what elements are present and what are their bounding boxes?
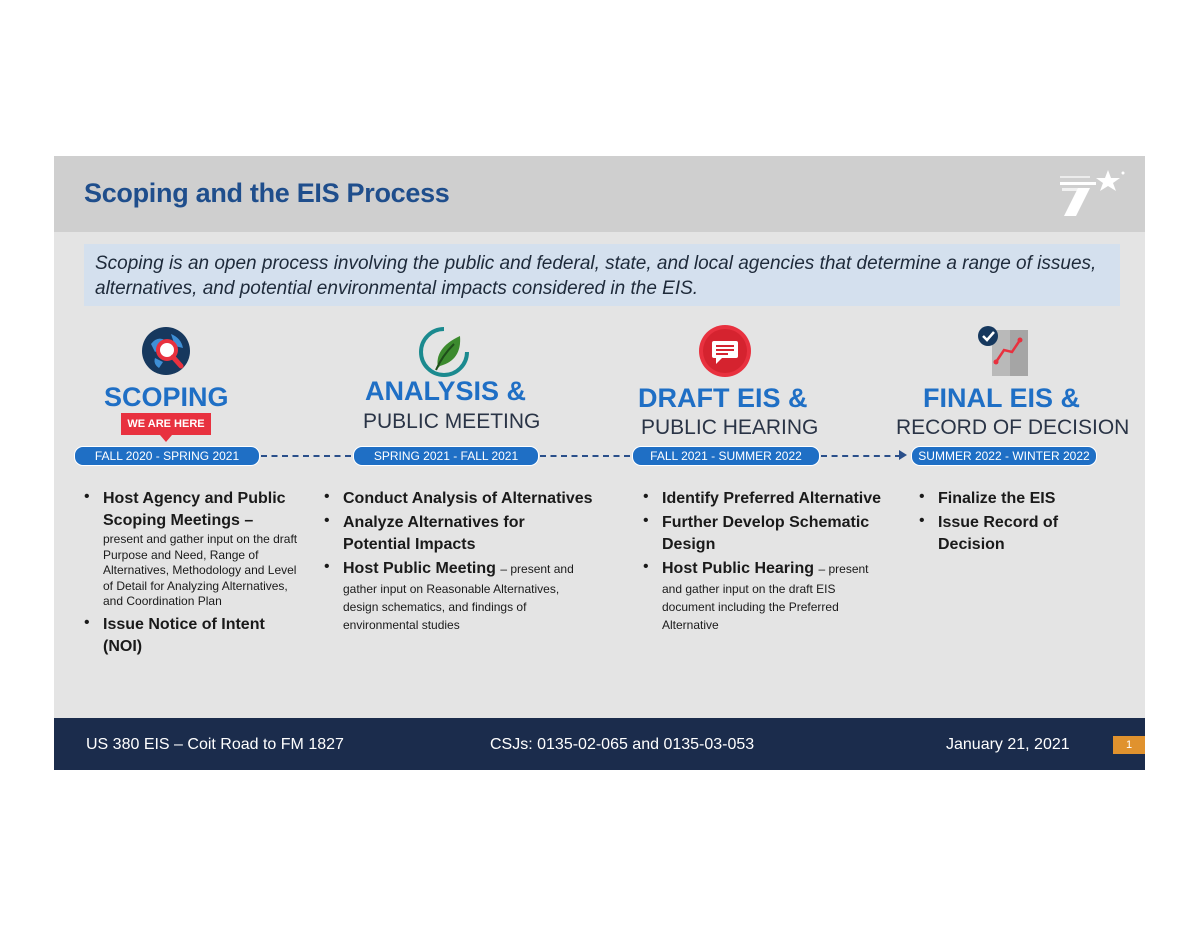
bullet-detail: – present and gather input on the draft EIS document including the Preferred Alternative [662,562,869,632]
bullet-main: • Issue Record of Decision [938,514,1059,553]
checklist-chart-icon [976,324,1032,383]
bullet-main: • Host Agency and Public Scoping Meetings – [103,490,286,529]
bullet-main: • Identify Preferred Alternative [662,490,882,507]
bullet-body [662,558,887,634]
phase-subtitle-final: RECORD OF DECISION [896,416,1130,439]
phase-title-scoping: SCOPING [104,382,229,412]
list-item [84,488,299,610]
bullet-list-final [919,488,1119,558]
phase-subtitle-draft: PUBLIC HEARING [641,416,819,439]
intro-text: Scoping is an open process involving the public and federal, state, and local agencies that determine a range of issues, alternatives, and potential environmental impacts considered in the EIS. [95,253,1097,299]
slide-title: Scoping and the EIS Process [84,178,450,208]
list-item [643,488,893,510]
phase-title-analysis: ANALYSIS & [365,376,527,406]
txdot-logo-icon [1054,164,1126,225]
chat-bubble-icon [698,324,752,383]
list-item [324,558,614,634]
phase-subtitle-analysis: PUBLIC MEETING [363,410,541,433]
timeline-connector [540,455,630,457]
slide [54,156,1145,770]
timeline-connector [261,455,351,457]
page-number: 1 [1113,736,1145,754]
we-are-here-badge: WE ARE HERE [121,413,211,435]
date-pill-final: SUMMER 2022 - WINTER 2022 [911,446,1097,466]
list-item [324,488,614,510]
list-item [643,512,893,556]
slide-header [54,156,1145,232]
bullet-list-draft [643,488,893,636]
bullet-body [343,558,593,634]
footer-csj: CSJs: 0135-02-065 and 0135-03-053 [490,736,755,753]
list-item [324,512,614,556]
bullet-main: Host Public Meeting [343,560,496,577]
date-pill-scoping: FALL 2020 - SPRING 2021 [74,446,260,466]
date-pill-draft: FALL 2021 - SUMMER 2022 [632,446,820,466]
phase-title-final: FINAL EIS & [923,383,1081,413]
bullet-main: • Further Develop Schematic Design [662,514,870,553]
intro-box [84,244,1120,306]
bullet-main: • Issue Notice of Intent (NOI) [103,615,265,655]
search-globe-icon [141,326,191,381]
bullet-list-scoping [84,488,299,660]
timeline-connector [821,455,901,457]
timeline-arrow-icon [899,450,907,460]
bullet-detail: – present and gather input on Reasonable Alternatives, design schematics, and findings of environmental studies [343,562,574,632]
bullet-main: • Finalize the EIS [938,490,1056,507]
footer-project: US 380 EIS – Coit Road to FM 1827 [86,736,344,753]
bullet-detail: present and gather input on the draft Purpose and Need, Range of Alternatives, Methodology and Level of Detail for Analyzing Alternatives, and Coordination Plan [103,532,298,608]
bullet-main: • Analyze Alternatives for Potential Impacts [343,514,525,553]
slide-footer [54,718,1145,770]
list-item [919,488,1119,510]
leaf-icon [418,326,470,383]
list-item [643,558,893,634]
phase-title-draft: DRAFT EIS & [638,383,808,413]
footer-date: January 21, 2021 [946,736,1070,753]
list-item [919,512,1119,556]
bullet-main: Host Public Hearing [662,560,815,577]
list-item [84,614,299,658]
date-pill-analysis: SPRING 2021 - FALL 2021 [353,446,539,466]
bullet-list-analysis [324,488,614,636]
bullet-main: • Conduct Analysis of Alternatives [343,490,593,507]
